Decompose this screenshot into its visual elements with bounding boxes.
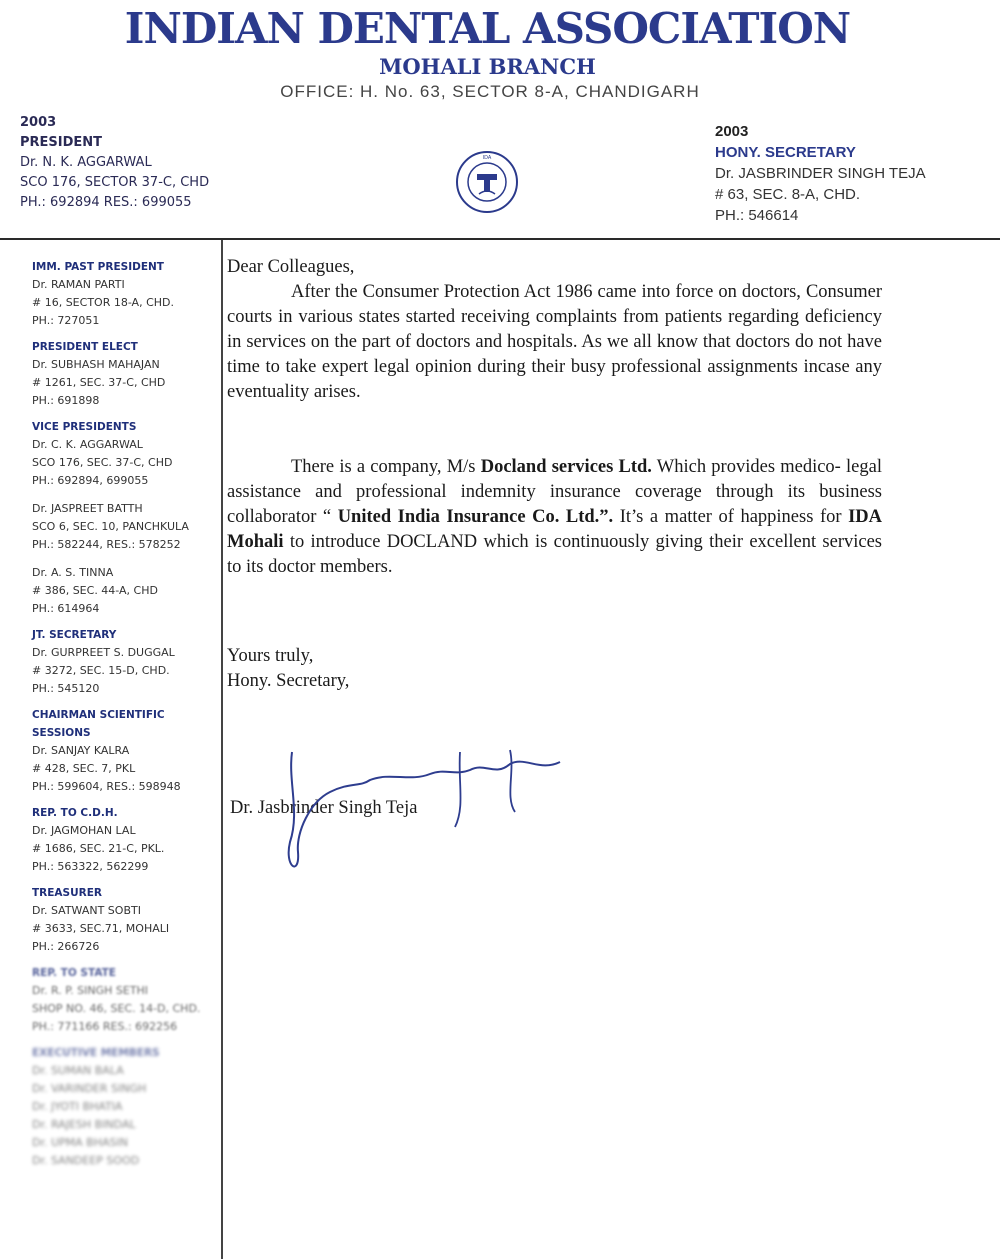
branch-ref: IDA Mohali [227, 507, 883, 552]
sidebar-group-title: JT. SECRETARY [32, 629, 117, 641]
sidebar-group-title: EXECUTIVE MEMBERS [32, 1047, 160, 1059]
insurer-name: United India Insurance Co. Ltd.”. [337, 507, 614, 527]
sidebar-line: Dr. SANDEEP SOOD [32, 1154, 140, 1167]
sidebar-line: # 1261, SEC. 37-C, CHD [32, 376, 166, 389]
sidebar-line: PH.: 266726 [32, 940, 100, 953]
ida-seal-logo [455, 150, 519, 214]
sidebar-line: Dr. JASPREET BATTH [32, 502, 143, 515]
sidebar-group-title: REP. TO C.D.H. [32, 807, 118, 819]
sidebar-line: PH.: 771166 RES.: 692256 [32, 1020, 178, 1033]
sidebar-line: Dr. A. S. TINNA [32, 566, 114, 579]
sidebar-group [32, 706, 217, 796]
sidebar-line: Dr. SUBHASH MAHAJAN [32, 358, 160, 371]
sidebar-group [32, 418, 217, 490]
sidebar-group [32, 500, 217, 554]
paragraph-2: There is a company, M/s Docland services Ltd. Which provides medico- legal assistance and professional indemnity insurance coverage through its business collaborator “ United India Insurance Co. Ltd.”. It’s a matter of happiness for IDA Mohali to introduce DOCLAND which is continuously giving their excellent services to its doctor members. [227, 457, 883, 577]
sidebar-group [32, 564, 217, 618]
sidebar-line: PH.: 545120 [32, 682, 100, 695]
letter-body [227, 255, 882, 694]
closing-title: Hony. Secretary, [227, 671, 350, 691]
sidebar-group-title: PRESIDENT ELECT [32, 341, 138, 353]
office-bearers-sidebar [32, 258, 217, 1178]
sidebar-line: Dr. VARINDER SINGH [32, 1082, 147, 1095]
sidebar-line: Dr. RAJESH BINDAL [32, 1118, 136, 1131]
sidebar-group-title: CHAIRMAN SCIENTIFIC SESSIONS [32, 709, 165, 739]
president-address: SCO 176, SECTOR 37-C, CHD [20, 175, 210, 190]
salutation: Dear Colleagues, [227, 257, 355, 277]
sidebar-line: PH.: 563322, 562299 [32, 860, 149, 873]
sidebar-group [32, 626, 217, 698]
sidebar-group-title: VICE PRESIDENTS [32, 421, 137, 433]
secretary-phone: PH.: 546614 [715, 207, 799, 224]
sidebar-line: SCO 176, SEC. 37-C, CHD [32, 456, 173, 469]
secretary-title: HONY. SECRETARY [715, 144, 856, 161]
sidebar-group-title: TREASURER [32, 887, 102, 899]
sidebar-line: # 1686, SEC. 21-C, PKL. [32, 842, 165, 855]
secretary-year: 2003 [715, 123, 749, 140]
sidebar-line: PH.: 727051 [32, 314, 100, 327]
sidebar-line: # 428, SEC. 7, PKL [32, 762, 136, 775]
president-year: 2003 [20, 115, 57, 130]
sidebar-group [32, 338, 217, 410]
secretary-name: Dr. JASBRINDER SINGH TEJA [715, 165, 926, 182]
paragraph-1: After the Consumer Protection Act 1986 came into force on doctors, Consumer courts in various states started receiving complaints from patients regarding deficiency in services on the part of doctors and hospitals. As we all know that doctors do not have time to take expert legal opinion during their busy professional assignments incase any eventuality arises. [227, 282, 882, 402]
sidebar-group [32, 804, 217, 876]
closing-line: Yours truly, [227, 646, 314, 666]
sidebar-line: Dr. JYOTI BHATIA [32, 1100, 123, 1113]
closing [227, 644, 882, 694]
secretary-block [715, 121, 926, 226]
president-name: Dr. N. K. AGGARWAL [20, 155, 152, 170]
sidebar-group-title: REP. TO STATE [32, 967, 116, 979]
office-address: OFFICE: H. No. 63, SECTOR 8-A, CHANDIGARH [280, 82, 700, 101]
president-title: PRESIDENT [20, 135, 103, 150]
sidebar-line: # 3272, SEC. 15-D, CHD. [32, 664, 170, 677]
branch-name: MOHALI BRANCH [379, 54, 596, 79]
sidebar-line: SCO 6, SEC. 10, PANCHKULA [32, 520, 189, 533]
sidebar-line: Dr. RAMAN PARTI [32, 278, 125, 291]
sidebar-line: PH.: 692894, 699055 [32, 474, 149, 487]
sidebar-line: Dr. JAGMOHAN LAL [32, 824, 136, 837]
sidebar-line: Dr. R. P. SINGH SETHI [32, 984, 149, 997]
org-name: INDIAN DENTAL ASSOCIATION [124, 4, 851, 53]
sidebar-line: PH.: 599604, RES.: 598948 [32, 780, 181, 793]
president-phone: PH.: 692894 RES.: 699055 [20, 195, 192, 210]
sidebar-line: # 386, SEC. 44-A, CHD [32, 584, 158, 597]
sidebar-line: Dr. SUMAN BALA [32, 1064, 124, 1077]
sidebar-line: PH.: 691898 [32, 394, 100, 407]
sidebar-line: Dr. C. K. AGGARWAL [32, 438, 143, 451]
sidebar-line: Dr. GURPREET S. DUGGAL [32, 646, 175, 659]
sidebar-group [32, 884, 217, 956]
sidebar-group [32, 964, 217, 1036]
company-name: Docland services Ltd. [480, 457, 652, 477]
sidebar-line: Dr. SANJAY KALRA [32, 744, 130, 757]
sidebar-divider [221, 240, 223, 1259]
signer-name: Dr. Jasbrinder Singh Teja [230, 798, 418, 818]
svg-text:IDA: IDA [482, 155, 492, 161]
sidebar-line: PH.: 582244, RES.: 578252 [32, 538, 181, 551]
sidebar-line: SHOP NO. 46, SEC. 14-D, CHD. [32, 1002, 201, 1015]
secretary-address: # 63, SEC. 8-A, CHD. [715, 186, 861, 203]
sidebar-line: # 16, SECTOR 18-A, CHD. [32, 296, 174, 309]
handwritten-signature [270, 742, 590, 882]
sidebar-line: Dr. SATWANT SOBTI [32, 904, 141, 917]
sidebar-group [32, 258, 217, 330]
sidebar-line: # 3633, SEC.71, MOHALI [32, 922, 170, 935]
sidebar-group-title: IMM. PAST PRESIDENT [32, 261, 164, 273]
sidebar-line: PH.: 614964 [32, 602, 100, 615]
president-block [20, 113, 209, 213]
header-divider [0, 238, 1000, 240]
sidebar-group [32, 1044, 217, 1170]
sidebar-line: Dr. UPMA BHASIN [32, 1136, 128, 1149]
